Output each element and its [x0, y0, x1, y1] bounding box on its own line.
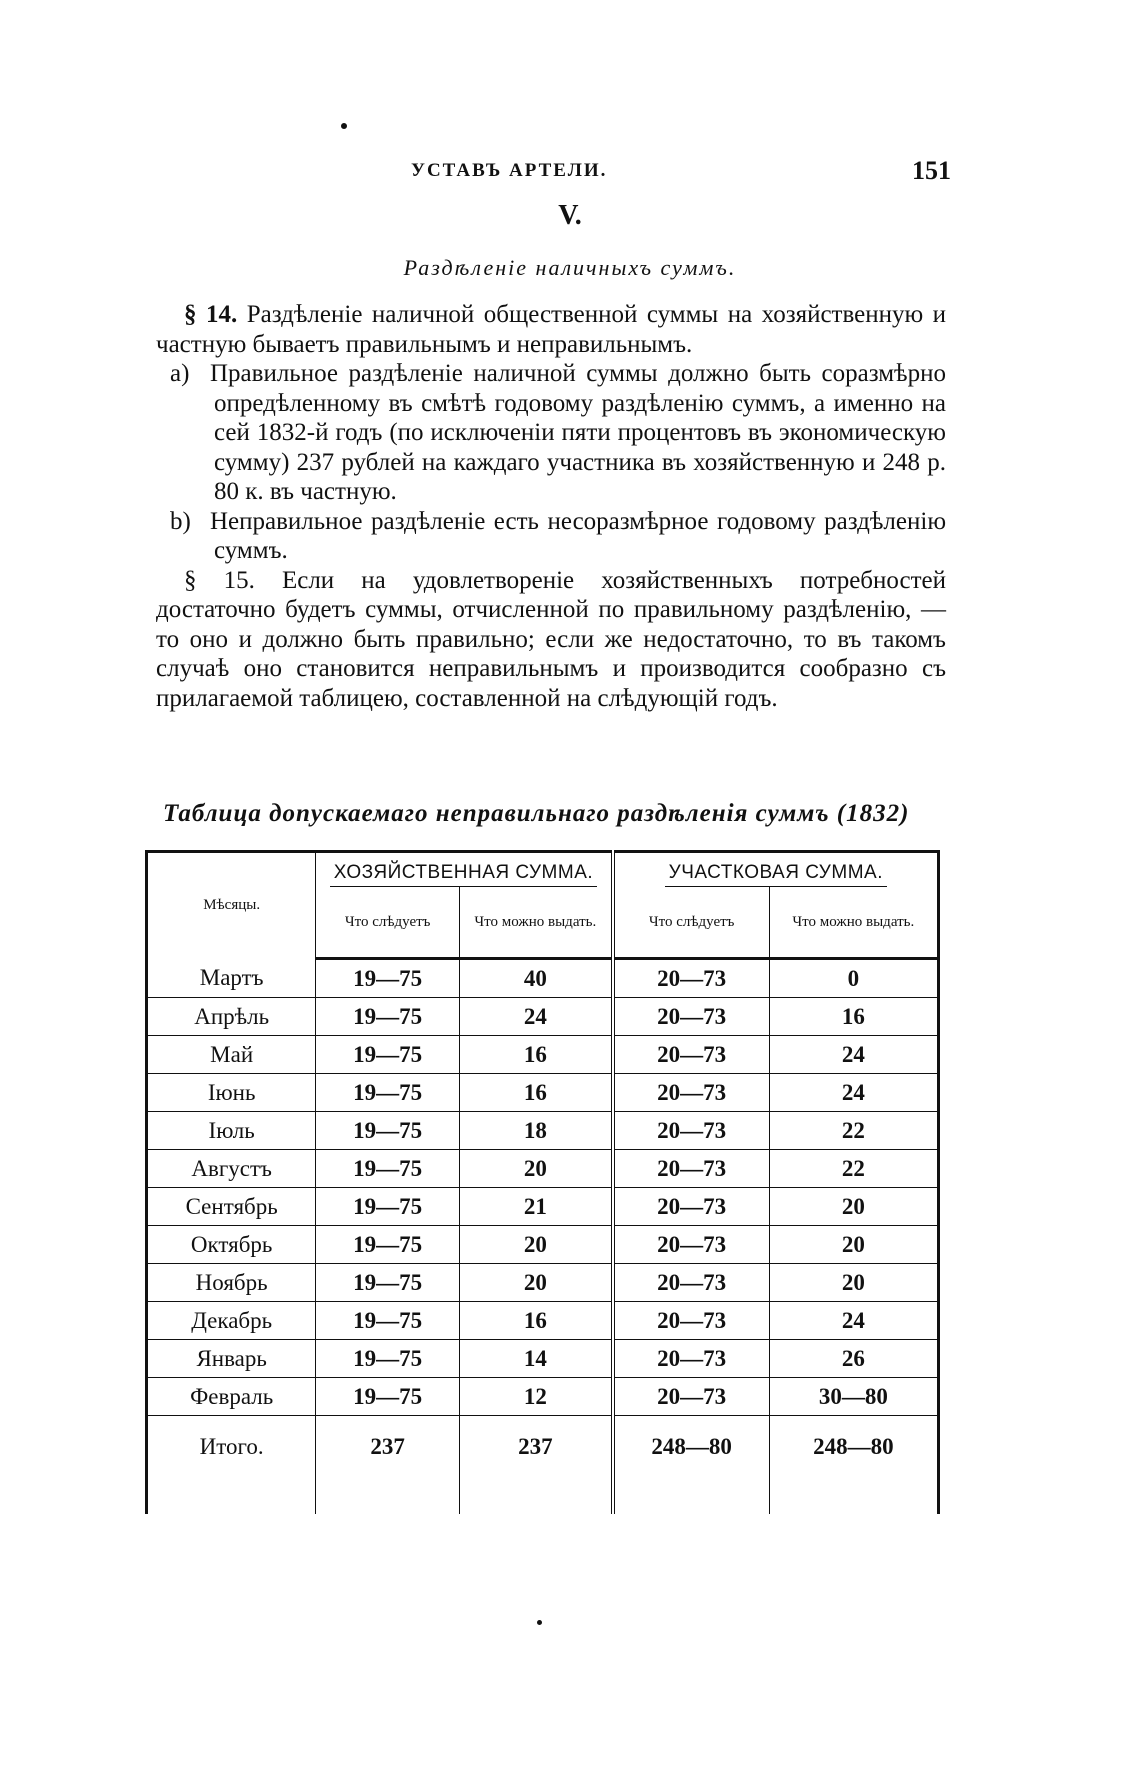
- table-row: [147, 1112, 939, 1150]
- item-b-marker: b): [170, 507, 191, 535]
- cell-month: Мартъ: [147, 959, 316, 998]
- cell-month: Октябрь: [147, 1226, 316, 1264]
- table-row: [147, 1340, 939, 1378]
- item-b-text: Неправильное раздѣленіе есть несоразмѣрное годовому раздѣленію суммъ.: [210, 507, 946, 564]
- cell-month: Апрѣль: [147, 998, 316, 1036]
- cell-g2-payable: 26: [769, 1340, 938, 1378]
- cell-g2-due: 20—73: [613, 1036, 770, 1074]
- cell-g2-payable: 16: [769, 998, 938, 1036]
- distribution-table: [145, 850, 940, 1514]
- cell-g2-payable: 0: [769, 959, 938, 998]
- cell-g2-payable: 248—80: [769, 1416, 938, 1515]
- cell-g1-payable: 14: [460, 1340, 613, 1378]
- header-share-sum: УЧАСТКОВАЯ СУММА.: [613, 852, 939, 888]
- table-body: [147, 959, 939, 1515]
- table-header-row-1: [147, 852, 939, 888]
- cell-month: Августъ: [147, 1150, 316, 1188]
- header-g2-payable: Что можно выдать.: [769, 887, 938, 959]
- cell-g1-payable: 21: [460, 1188, 613, 1226]
- cell-month: Іюль: [147, 1112, 316, 1150]
- cell-month: Ноябрь: [147, 1264, 316, 1302]
- section-14-text: Раздѣленіе наличной общественной суммы на хозяйственную и частную бываетъ правильнымъ и неправильнымъ.: [156, 301, 947, 358]
- section-14: [156, 300, 946, 359]
- cell-g1-due: 19—75: [316, 1264, 460, 1302]
- item-a-text: Правильное раздѣленіе наличной суммы должно быть соразмѣрно опредѣленному въ смѣтѣ годовому раздѣленію суммъ, а именно на сей 1832-й годъ (по исключеніи пяти процентовъ въ экономическую сумму) 237 рублей на каждаго участника въ хозяйственную и 248 р. 80 к. въ частную.: [210, 360, 946, 505]
- cell-g2-due: 20—73: [613, 998, 770, 1036]
- cell-g2-payable: 22: [769, 1112, 938, 1150]
- table-total-row: [147, 1416, 939, 1515]
- cell-g2-payable: 22: [769, 1150, 938, 1188]
- cell-g1-due: 19—75: [316, 1378, 460, 1416]
- chapter-title: Раздѣленіе наличныхъ суммъ.: [403, 255, 737, 280]
- cell-g1-payable: 20: [460, 1150, 613, 1188]
- cell-g1-payable: 24: [460, 998, 613, 1036]
- cell-month: Сентябрь: [147, 1188, 316, 1226]
- cell-g2-due: 20—73: [613, 1150, 770, 1188]
- cell-month: Май: [147, 1036, 316, 1074]
- cell-g2-due: 20—73: [613, 1226, 770, 1264]
- cell-g2-due: 20—73: [613, 1378, 770, 1416]
- cell-g1-due: 19—75: [316, 1340, 460, 1378]
- cell-month: Февраль: [147, 1378, 316, 1416]
- cell-g1-payable: 20: [460, 1226, 613, 1264]
- cell-g1-due: 19—75: [316, 1226, 460, 1264]
- cell-g2-payable: 30—80: [769, 1378, 938, 1416]
- body-text: [156, 300, 946, 713]
- table-row: [147, 1188, 939, 1226]
- item-a-marker: a): [170, 360, 190, 387]
- cell-g2-due: 20—73: [613, 1340, 770, 1378]
- header-g1-due: Что слѣдуетъ: [316, 887, 460, 959]
- cell-g1-due: 19—75: [316, 1036, 460, 1074]
- table-row: [147, 1150, 939, 1188]
- page-number: 151: [912, 156, 951, 185]
- cell-g2-payable: 24: [769, 1074, 938, 1112]
- table-row: [147, 1302, 939, 1340]
- header-g1-payable: Что можно выдать.: [460, 887, 613, 959]
- cell-g1-payable: 16: [460, 1074, 613, 1112]
- cell-g1-payable: 20: [460, 1264, 613, 1302]
- cell-g2-due: 20—73: [613, 1188, 770, 1226]
- section-15: [156, 566, 946, 714]
- section-15-marker: § 15.: [184, 566, 255, 594]
- page-header: [411, 156, 951, 185]
- cell-g1-due: 19—75: [316, 998, 460, 1036]
- cell-g2-payable: 20: [769, 1188, 938, 1226]
- cell-g1-due: 19—75: [316, 1302, 460, 1340]
- table-row: [147, 959, 939, 998]
- cell-g1-due: 19—75: [316, 1150, 460, 1188]
- cell-g2-payable: 20: [769, 1226, 938, 1264]
- table-row: [147, 998, 939, 1036]
- cell-g2-payable: 20: [769, 1264, 938, 1302]
- cell-g1-due: 19—75: [316, 959, 460, 998]
- chapter-number: V.: [558, 200, 582, 231]
- cell-g1-payable: 18: [460, 1112, 613, 1150]
- cell-g2-due: 20—73: [613, 1074, 770, 1112]
- cell-g1-payable: 16: [460, 1302, 613, 1340]
- cell-g1-payable: 12: [460, 1378, 613, 1416]
- cell-g2-payable: 24: [769, 1036, 938, 1074]
- cell-g2-due: 20—73: [613, 1112, 770, 1150]
- cell-g1-due: 19—75: [316, 1074, 460, 1112]
- section-14-item-a: [156, 359, 946, 507]
- section-14-item-b: [156, 507, 946, 566]
- table-row: [147, 1378, 939, 1416]
- header-g2-due: Что слѣдуетъ: [613, 887, 770, 959]
- cell-g2-due: 20—73: [613, 1264, 770, 1302]
- table-row: [147, 1264, 939, 1302]
- header-months: Мѣсяцы.: [147, 852, 316, 959]
- print-speck: [537, 1620, 542, 1625]
- running-title: УСТАВЪ АРТЕЛИ.: [411, 160, 608, 181]
- table-row: [147, 1074, 939, 1112]
- cell-g1-payable: 16: [460, 1036, 613, 1074]
- cell-g2-due: 20—73: [613, 1302, 770, 1340]
- section-14-marker: § 14.: [184, 301, 238, 328]
- header-household-sum: ХОЗЯЙСТВЕННАЯ СУММА.: [316, 852, 613, 888]
- cell-g1-payable: 237: [460, 1416, 613, 1515]
- section-15-text: Если на удовлетвореніе хозяйственныхъ потребностей достаточно будетъ суммы, отчисленной по правильному раздѣленію, — то оно и должно быть правильно; если же недостаточно, то въ такомъ случаѣ оно становится неправильнымъ и производится сообразно съ прилагаемой таблицею, составленной на слѣдующій годъ.: [156, 566, 947, 712]
- cell-g2-due: 248—80: [613, 1416, 770, 1515]
- cell-g1-due: 237: [316, 1416, 460, 1515]
- cell-month: Іюнь: [147, 1074, 316, 1112]
- table-caption: Таблица допускаемаго неправильнаго раздѣленія суммъ (1832): [163, 800, 910, 827]
- cell-g2-payable: 24: [769, 1302, 938, 1340]
- cell-g2-due: 20—73: [613, 959, 770, 998]
- print-speck: [341, 123, 347, 129]
- cell-month: Январь: [147, 1340, 316, 1378]
- table-row: [147, 1036, 939, 1074]
- cell-g1-due: 19—75: [316, 1112, 460, 1150]
- cell-month: Итого.: [147, 1416, 316, 1515]
- cell-g1-payable: 40: [460, 959, 613, 998]
- cell-month: Декабрь: [147, 1302, 316, 1340]
- table-row: [147, 1226, 939, 1264]
- cell-g1-due: 19—75: [316, 1188, 460, 1226]
